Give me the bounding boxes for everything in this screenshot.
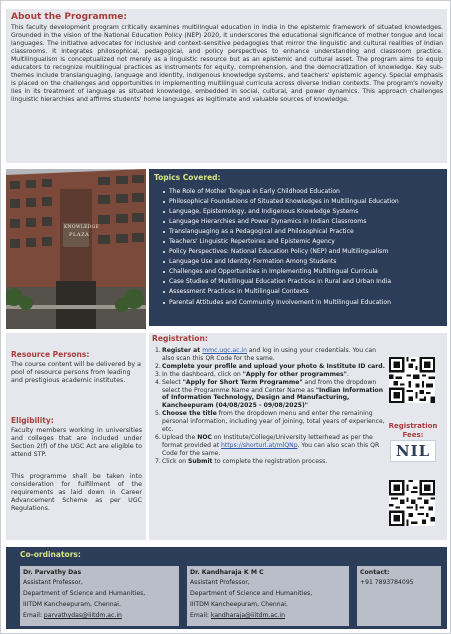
ugc-portal-link[interactable]: mmc.ugc.ac.in	[202, 347, 247, 354]
step2-bold: Complete your profile and upload your photo & Institute ID card.	[162, 362, 385, 370]
registration-step	[156, 363, 388, 371]
coordinator-email-link[interactable]: parvathydas@iiitdm.ac.in	[43, 612, 122, 619]
registration-fees-label: Registration Fees:	[388, 422, 438, 439]
coordinator-card-1	[20, 566, 179, 626]
registration-step	[156, 458, 388, 466]
registration-step	[156, 379, 388, 411]
step6-mid: on Institute/College/University letterhead as per the format provided at	[162, 433, 373, 449]
step6-end: . You can also scan this QR Code for the same.	[162, 441, 380, 457]
step1-bold: Register at	[162, 347, 203, 354]
topics-list	[163, 187, 399, 308]
about-title: About the Programme:	[11, 12, 128, 22]
step4-bold: "Apply for Short Term Programme"	[182, 378, 303, 386]
topic-item: Parental Attitudes and Community Involvement in Multilingual Education	[163, 298, 399, 308]
step5-text: from the dropdown menu and enter the remaining personal information, including year of joining, total years of experience, etc.	[162, 410, 385, 434]
qr-code-portal[interactable]	[389, 357, 435, 403]
coordinator-email-link[interactable]: kandharaja@iiitdm.ac.in	[210, 612, 285, 619]
coordinator-dept: Department of Science and Humanities,	[190, 590, 313, 597]
registration-section	[149, 333, 447, 540]
step5-bold: Choose the title	[162, 410, 217, 418]
coordinator-email-row	[23, 612, 122, 619]
step1-text: and log in using your credentials. You can also scan this QR Code for the same.	[162, 347, 376, 362]
coordinator-name: Dr. Kandharaja K M C	[190, 569, 264, 576]
coordinators-section	[6, 547, 447, 629]
eligibility-body: Faculty members working in universities and colleges that are included under Section 2(f) of the UGC Act are eligible to attend STP.	[11, 427, 142, 459]
coordinator-role: Assistant Professor,	[190, 579, 250, 586]
step6-bold: NOC	[197, 433, 212, 441]
topic-item: Teachers' Linguistic Repertoires and Epistemic Agency	[163, 237, 399, 247]
step4-center-name: "Indian Information of Information Technology, Design and Manufacturing, Kancheepuram (04/08/2025 - 09/08/2025)"	[162, 386, 384, 410]
contact-label: Contact:	[360, 569, 390, 576]
coordinator-email-row	[190, 612, 285, 619]
about-body: This faculty development program critically examines multilingual education in India in the epistemic framework of situated knowledges. Grounded in the vision of the National Education Policy (NEP) 2020, it underscores the educational significance of mother tongue and local languages. The initiative advocates for inclusive and context-sensitive pedagogies that mirror the linguistic and cultural realities of Indian classrooms. It integrates philosophical, pedagogical, and policy perspectives to enhance understanding and classroom practice. Multilingualism is conceptualized not merely as a linguistic resource but as an epistemic and cultural asset. The program aims to equip educators to recognize multilingual practices as instruments for equity, comprehension, and the democratization of knowledge. Key sub-themes include translanguaging, language and identity, indigenous knowledge systems, and teachers' epistemic agency. Special emphasis is placed on the challenges and opportunities in implementing multilingual curricula across diverse Indian contexts. The program's novelty lies in its treatment of language as situated knowledge, embedded in social, cultural, and power dynamics. This approach challenges linguistic hierarchies and affirms students' home languages as legitimate and valuable sources of knowledge.	[11, 24, 443, 103]
coordinator-role: Assistant Professor,	[23, 579, 83, 586]
topic-item: Language Use and Identity Formation Among Students	[163, 257, 399, 267]
step7-bold: Submit	[188, 457, 213, 465]
step3-end: .	[346, 370, 349, 378]
registration-step	[156, 347, 388, 363]
topic-item: The Role of Mother Tongue in Early Childhood Education	[163, 187, 399, 197]
contact-phone[interactable]: +91 7893784095	[360, 579, 414, 586]
building-photo	[6, 169, 146, 329]
email-label: Email:	[23, 612, 44, 619]
coordinators-title: Co-ordinators:	[20, 550, 81, 559]
step4-text: Select	[162, 378, 183, 386]
qr-code-noc[interactable]	[389, 480, 435, 526]
registration-title: Registration:	[152, 334, 208, 343]
coordinator-dept: Department of Science and Humanities,	[23, 590, 146, 597]
coordinator-inst: IIITDM Kancheepuram, Chennai.	[23, 601, 121, 608]
coordinator-inst: IIITDM Kancheepuram, Chennai.	[190, 601, 288, 608]
photo-sign-line2: PLAZA	[69, 232, 90, 238]
step3-bold: "Apply for other programmes"	[242, 370, 347, 378]
topic-item: Language, Epistemology, and Indigenous Knowledge Systems	[163, 207, 399, 217]
registration-fees-value: NIL	[390, 440, 436, 462]
email-label: Email:	[190, 612, 211, 619]
resource-title: Resource Persons:	[11, 350, 90, 359]
resource-eligibility-section	[6, 333, 146, 540]
topic-item: Language Hierarchies and Power Dynamics in Indian Classrooms	[163, 217, 399, 227]
contact-card	[357, 566, 441, 626]
noc-format-link[interactable]: https://shorturl.at/mlQNp	[221, 441, 298, 449]
topic-item: Translanguaging as a Pedagogical and Philosophical Practice	[163, 227, 399, 237]
eligibility-cas-note: This programme shall be taken into consideration for fulfillment of the requirements as laid down in Career Advancement Scheme as per UGC Regulations.	[11, 473, 142, 513]
topics-section	[149, 169, 447, 326]
topics-title: Topics Covered:	[154, 173, 221, 182]
registration-step	[156, 410, 388, 434]
topic-item: Assessment Practices in Multilingual Contexts	[163, 287, 399, 297]
coordinator-card-2	[187, 566, 349, 626]
step3-text: In the dashboard, click on	[162, 370, 243, 378]
resource-body: The course content will be delivered by a pool of resource persons from leading and prestigious academic institutes.	[11, 361, 142, 385]
topic-item: Philosophical Foundations of Situated Knowledges in Multilingual Education	[163, 197, 399, 207]
coordinator-name: Dr. Parvathy Das	[23, 569, 82, 576]
step4-mid: and from the dropdown select the Programme Name and Center Name as	[162, 378, 377, 394]
step7-end: to complete the registration process.	[212, 457, 328, 465]
about-section	[6, 9, 447, 163]
step7-text: Click on	[162, 457, 188, 465]
step6-text: Upload the	[162, 433, 198, 441]
topic-item: Policy Perspectives: National Education Policy (NEP) and Multilingualism	[163, 247, 399, 257]
topic-item: Challenges and Opportunities in Implementing Multilingual Curricula	[163, 267, 399, 277]
topic-item: Case Studies of Multilingual Education Practices in Rural and Urban India	[163, 277, 399, 287]
photo-sign-line1: KNOWLEDGE	[64, 225, 100, 230]
registration-steps	[156, 347, 388, 466]
registration-step	[156, 371, 388, 379]
eligibility-title: Eligibility:	[11, 416, 54, 425]
registration-step	[156, 434, 388, 458]
